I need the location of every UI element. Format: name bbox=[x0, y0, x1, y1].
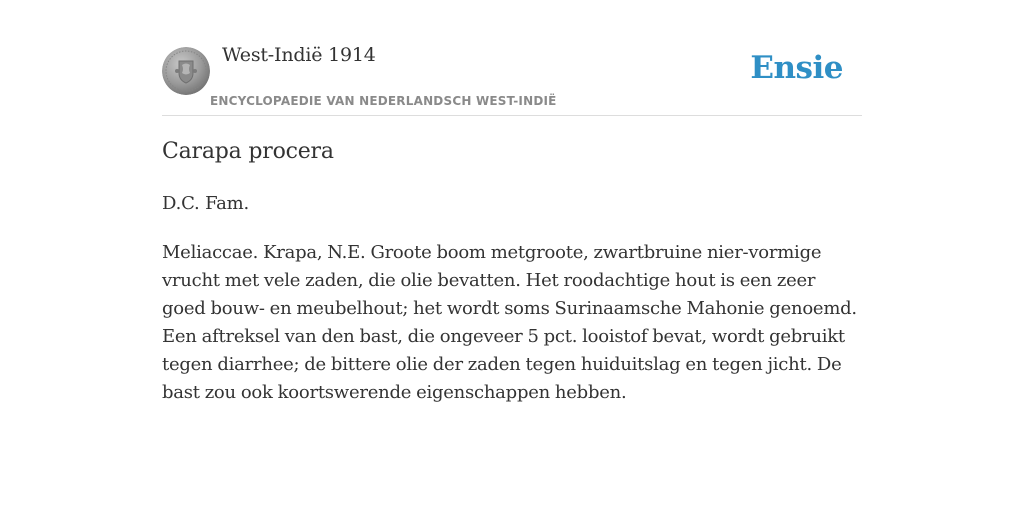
article-body: Meliaccae. Krapa, N.E. Groote boom metgroote, zwartbruine nier-vormige vrucht met vele zaden, die olie bevatten. Het roodachtige hout is een zeer goed bouw- en meubelhout; het wordt soms Surinaamsche Mahonie genoemd. Een aftreksel van den bast, die ongeveer 5 pct. looistof bevat, wordt gebruikt tegen diarrhee; de bittere olie der zaden tegen huiduitslag en tegen jicht. De bast zou ook koortswerende eigenschappen hebben. bbox=[162, 242, 857, 403]
page bbox=[162, 0, 862, 403]
article-title: Carapa procera bbox=[162, 139, 334, 164]
site-subtitle: ENCYCLOPAEDIE VAN NEDERLANDSCH WEST-INDIË bbox=[210, 94, 557, 108]
site-header bbox=[162, 0, 862, 116]
coin-seal-icon[interactable] bbox=[162, 47, 210, 95]
ensie-brand-link[interactable]: Ensie bbox=[750, 50, 843, 86]
site-title-link[interactable]: West-Indië 1914 bbox=[222, 44, 376, 66]
article-meta: D.C. Fam. bbox=[162, 193, 250, 214]
